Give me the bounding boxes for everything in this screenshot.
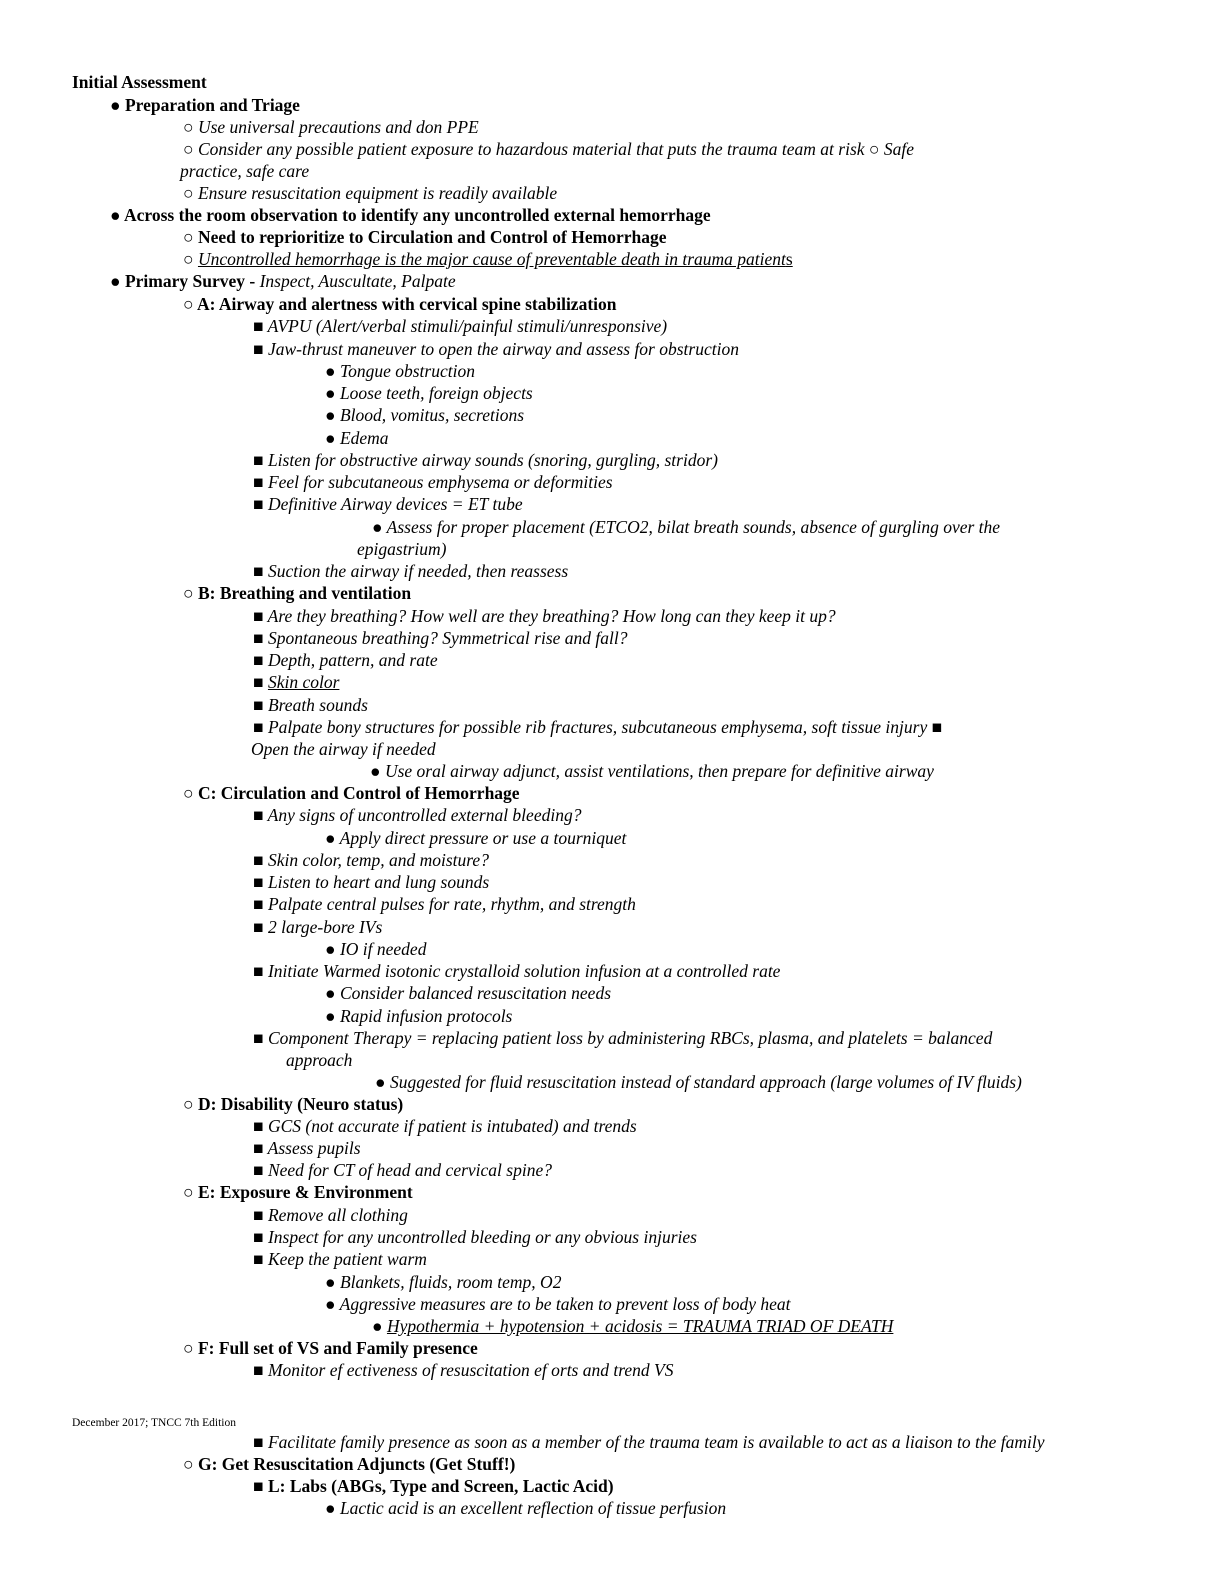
bullet-square-icon: ■: [253, 961, 264, 981]
section-f-vitals-family: ○ F: Full set of VS and Family presence: [183, 1338, 478, 1358]
bullet-circle-icon: ○: [183, 1094, 194, 1114]
bullet-square-icon: ■: [253, 561, 264, 581]
item-triad-of-death: ● Hypothermia + hypotension + acidosis = TRAUMA TRIAD OF DEATH: [372, 1316, 894, 1336]
item-open-airway: Open the airway if needed: [251, 739, 436, 759]
bullet-disc-icon: ●: [325, 405, 336, 425]
bullet-disc-icon: ●: [325, 383, 336, 403]
item-oral-adjunct: ● Use oral airway adjunct, assist ventilations, then prepare for definitive airway: [370, 761, 934, 781]
bullet-square-icon: ■: [253, 339, 264, 359]
bullet-disc-icon: ●: [325, 1294, 336, 1314]
bullet-square-icon: ■: [931, 717, 943, 737]
section-a-airway: ○ A: Airway and alertness with cervical spine stabilization: [183, 294, 617, 314]
bullet-square-icon: ■: [253, 650, 264, 670]
item-palpate-bony: ■ Palpate bony structures for possible rib fractures, subcutaneous emphysema, soft tissue injury ■: [253, 717, 943, 737]
item-hemorrhage-cause: ○ Uncontrolled hemorrhage is the major cause of preventable death in trauma patients: [183, 249, 793, 269]
bullet-circle-icon: ○: [183, 139, 194, 159]
item-blankets: ● Blankets, fluids, room temp, O2: [325, 1272, 562, 1292]
item-warmed-crystalloid: ■ Initiate Warmed isotonic crystalloid solution infusion at a controlled rate: [253, 961, 781, 981]
bullet-square-icon: ■: [253, 450, 264, 470]
bullet-square-icon: ■: [253, 850, 264, 870]
item-aggressive-measures: ● Aggressive measures are to be taken to prevent loss of body heat: [325, 1294, 791, 1314]
item-suction: ■ Suction the airway if needed, then reassess: [253, 561, 569, 581]
section-b-breathing: ○ B: Breathing and ventilation: [183, 583, 412, 603]
bullet-disc-icon: ●: [110, 205, 121, 225]
bullet-square-icon: ■: [253, 1432, 264, 1452]
item-remove-clothing: ■ Remove all clothing: [253, 1205, 408, 1225]
item-inspect-injuries: ■ Inspect for any uncontrolled bleeding or any obvious injuries: [253, 1227, 697, 1247]
item-io: ● IO if needed: [325, 939, 427, 959]
bullet-disc-icon: ●: [372, 517, 383, 537]
item-listen-obstructive: ■ Listen for obstructive airway sounds (snoring, gurgling, stridor): [253, 450, 718, 470]
bullet-square-icon: ■: [253, 628, 264, 648]
item-breath-sounds: ■ Breath sounds: [253, 695, 368, 715]
item-component-therapy-cont: approach: [286, 1050, 353, 1070]
bullet-disc-icon: ●: [325, 939, 336, 959]
bullet-square-icon: ■: [253, 1205, 264, 1225]
item-uncontrolled-bleeding: ■ Any signs of uncontrolled external bleeding?: [253, 805, 582, 825]
bullet-square-icon: ■: [253, 472, 264, 492]
bullet-square-icon: ■: [253, 1227, 264, 1247]
bullet-primary-survey: ● Primary Survey - Inspect, Auscultate, Palpate: [110, 271, 456, 291]
item-loose-teeth: ● Loose teeth, foreign objects: [325, 383, 533, 403]
section-e-exposure: ○ E: Exposure & Environment: [183, 1182, 413, 1202]
bullet-square-icon: ■: [253, 606, 264, 626]
bullet-square-icon: ■: [253, 695, 264, 715]
item-depth-pattern: ■ Depth, pattern, and rate: [253, 650, 438, 670]
bullet-square-icon: ■: [253, 1160, 264, 1180]
item-central-pulses: ■ Palpate central pulses for rate, rhythm, and strength: [253, 894, 636, 914]
item-feel-emphysema: ■ Feel for subcutaneous emphysema or deformities: [253, 472, 613, 492]
bullet-disc-icon: ●: [325, 1272, 336, 1292]
bullet-square-icon: ■: [253, 1138, 264, 1158]
bullet-square-icon: ■: [253, 872, 264, 892]
bullet-disc-icon: ●: [325, 1498, 336, 1518]
page-heading: Initial Assessment: [72, 72, 207, 92]
bullet-disc-icon: ●: [325, 361, 336, 381]
bullet-disc-icon: ●: [110, 95, 121, 115]
item-family-presence: ■ Facilitate family presence as soon as a member of the trauma team is available to act as a liaison to the family: [253, 1432, 1045, 1452]
item-pupils: ■ Assess pupils: [253, 1138, 361, 1158]
item-avpu: ■ AVPU (Alert/verbal stimuli/painful stimuli/unresponsive): [253, 316, 668, 336]
item-assess-placement: ● Assess for proper placement (ETCO2, bilat breath sounds, absence of gurgling over the: [372, 517, 1001, 537]
bullet-square-icon: ■: [253, 1360, 264, 1380]
item-skin-temp: ■ Skin color, temp, and moisture?: [253, 850, 489, 870]
item-safe-care-cont: practice, safe care: [180, 161, 310, 181]
item-rapid-infusion: ● Rapid infusion protocols: [325, 1006, 513, 1026]
bullet-square-icon: ■: [253, 494, 264, 514]
bullet-circle-icon: ○: [183, 783, 194, 803]
section-g-adjuncts: ○ G: Get Resuscitation Adjuncts (Get Stuff!): [183, 1454, 516, 1474]
item-fluid-resus: ● Suggested for fluid resuscitation instead of standard approach (large volumes of IV fluids): [375, 1072, 1022, 1092]
item-tongue: ● Tongue obstruction: [325, 361, 475, 381]
item-are-they-breathing: ■ Are they breathing? How well are they breathing? How long can they keep it up?: [253, 606, 836, 626]
bullet-disc-icon: ●: [110, 271, 121, 291]
bullet-disc-icon: ●: [372, 1316, 383, 1336]
bullet-square-icon: ■: [253, 917, 264, 937]
item-definitive-airway: ■ Definitive Airway devices = ET tube: [253, 494, 523, 514]
bullet-circle-icon: ○: [183, 1182, 194, 1202]
bullet-square-icon: ■: [253, 316, 264, 336]
bullet-circle-icon: ○: [183, 117, 194, 137]
item-lactic-acid: ● Lactic acid is an excellent reflection of tissue perfusion: [325, 1498, 727, 1518]
item-edema: ● Edema: [325, 428, 389, 448]
item-blood-vomitus: ● Blood, vomitus, secretions: [325, 405, 525, 425]
bullet-square-icon: ■: [253, 717, 264, 737]
item-jaw-thrust: ■ Jaw-thrust maneuver to open the airway and assess for obstruction: [253, 339, 739, 359]
item-component-therapy: ■ Component Therapy = replacing patient loss by administering RBCs, plasma, and platelets = balanced: [253, 1028, 993, 1048]
bullet-circle-icon: ○: [183, 249, 194, 269]
bullet-square-icon: ■: [253, 1249, 264, 1269]
item-keep-warm: ■ Keep the patient warm: [253, 1249, 427, 1269]
item-resus-equipment: ○ Ensure resuscitation equipment is readily available: [183, 183, 558, 203]
bullet-disc-icon: ●: [325, 1006, 336, 1026]
bullet-disc-icon: ●: [370, 761, 381, 781]
bullet-circle-icon: ○: [183, 1454, 194, 1474]
bullet-across-room: ● Across the room observation to identify any uncontrolled external hemorrhage: [110, 205, 711, 225]
item-heart-lung: ■ Listen to heart and lung sounds: [253, 872, 490, 892]
item-ct-head: ■ Need for CT of head and cervical spine?: [253, 1160, 552, 1180]
item-skin-color: ■ Skin color: [253, 672, 340, 692]
bullet-square-icon: ■: [253, 672, 264, 692]
item-labs: ■ L: Labs (ABGs, Type and Screen, Lactic Acid): [253, 1476, 614, 1496]
bullet-disc-icon: ●: [325, 828, 336, 848]
item-large-bore-ivs: ■ 2 large-bore IVs: [253, 917, 383, 937]
item-monitor-effectiveness: ■ Monitor ef ectiveness of resuscitation ef orts and trend VS: [253, 1360, 674, 1380]
bullet-circle-icon: ○: [183, 1338, 194, 1358]
item-reprioritize: ○ Need to reprioritize to Circulation and Control of Hemorrhage: [183, 227, 667, 247]
bullet-disc-icon: ●: [325, 983, 336, 1003]
item-direct-pressure: ● Apply direct pressure or use a tourniquet: [325, 828, 627, 848]
bullet-square-icon: ■: [253, 1476, 264, 1496]
bullet-square-icon: ■: [253, 1116, 264, 1136]
bullet-square-icon: ■: [253, 894, 264, 914]
bullet-circle-icon: ○: [183, 183, 194, 203]
bullet-preparation-triage: ● Preparation and Triage: [110, 95, 300, 115]
item-universal-precautions: ○ Use universal precautions and don PPE: [183, 117, 479, 137]
bullet-circle-icon: ○: [183, 227, 194, 247]
bullet-circle-icon: ○: [868, 139, 880, 159]
section-d-disability: ○ D: Disability (Neuro status): [183, 1094, 404, 1114]
item-balanced-resus: ● Consider balanced resuscitation needs: [325, 983, 612, 1003]
bullet-disc-icon: ●: [375, 1072, 386, 1092]
item-assess-placement-cont: epigastrium): [357, 539, 447, 559]
page-footer: December 2017; TNCC 7th Edition: [72, 1417, 236, 1429]
bullet-square-icon: ■: [253, 805, 264, 825]
bullet-disc-icon: ●: [325, 428, 336, 448]
item-spontaneous: ■ Spontaneous breathing? Symmetrical rise and fall?: [253, 628, 628, 648]
bullet-circle-icon: ○: [183, 583, 194, 603]
item-gcs: ■ GCS (not accurate if patient is intubated) and trends: [253, 1116, 637, 1136]
section-c-circulation: ○ C: Circulation and Control of Hemorrhage: [183, 783, 520, 803]
item-hazard-exposure: ○ Consider any possible patient exposure to hazardous material that puts the trauma team at risk ○ Safe: [183, 139, 915, 159]
bullet-square-icon: ■: [253, 1028, 264, 1048]
bullet-circle-icon: ○: [183, 294, 194, 314]
